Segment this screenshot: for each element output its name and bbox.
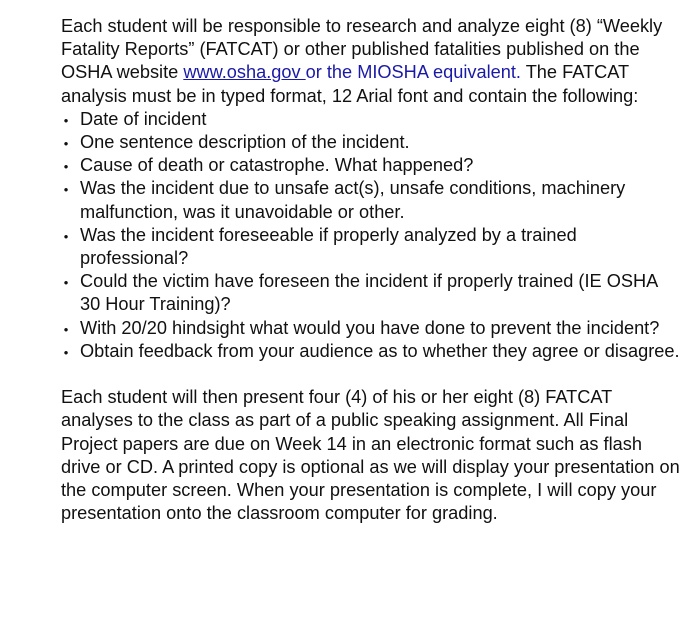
- intro-text-end: The FATCAT analysis must be in typed format, 12 Arial font and contain the following:: [61, 62, 639, 106]
- paragraph-spacer: [61, 363, 681, 386]
- bullet-icon: [61, 270, 71, 294]
- list-item: [61, 317, 681, 340]
- bullet-icon: [61, 177, 71, 201]
- osha-website-link[interactable]: www.osha.gov: [183, 62, 306, 83]
- bullet-icon: [61, 154, 71, 178]
- list-item-text: Was the incident due to unsafe act(s), unsafe conditions, machinery malfunction, was it unavoidable or other.: [80, 178, 626, 222]
- list-item-text: Date of incident: [80, 108, 207, 129]
- bullet-icon: [61, 340, 71, 364]
- list-item: [61, 340, 681, 363]
- bullet-icon: [61, 224, 71, 248]
- list-item: [61, 154, 681, 177]
- list-item: [61, 131, 681, 154]
- closing-paragraph: Each student will then present four (4) of his or her eight (8) FATCAT analyses to the class as part of a public speaking assignment. All Final Project papers are due on Week 14 in an electronic format such as flash drive or CD. A printed copy is optional as we will display your presentation on the computer screen. When your presentation is complete, I will copy your presentation onto the classroom computer for grading.: [61, 387, 680, 524]
- bullet-icon: [61, 131, 71, 155]
- list-item-text: One sentence description of the incident.: [80, 132, 410, 153]
- requirements-list: [61, 108, 681, 363]
- list-item: [61, 177, 681, 223]
- intro-text-start: Each student will be responsible to research and analyze eight (8) “Weekly Fatality Reports” (FATCAT) or other published fatalities published on the OSHA website: [61, 16, 663, 83]
- list-item: [61, 270, 681, 316]
- list-item-text: With 20/20 hindsight what would you have done to prevent the incident?: [80, 317, 660, 338]
- intro-paragraph: [61, 15, 681, 108]
- list-item: [61, 108, 681, 131]
- list-item-text: Was the incident foreseeable if properly analyzed by a trained professional?: [80, 224, 577, 269]
- document-body: [61, 15, 681, 525]
- miosha-equivalent-text: or the MIOSHA equivalent.: [305, 62, 521, 83]
- bullet-icon: [61, 108, 71, 132]
- list-item-text: Could the victim have foreseen the incident if properly trained (IE OSHA 30 Hour Training)?: [80, 271, 658, 315]
- list-item-text: Cause of death or catastrophe. What happened?: [80, 155, 474, 176]
- list-item: [61, 224, 681, 270]
- bullet-icon: [61, 317, 71, 341]
- list-item-text: Obtain feedback from your audience as to whether they agree or disagree.: [80, 340, 680, 361]
